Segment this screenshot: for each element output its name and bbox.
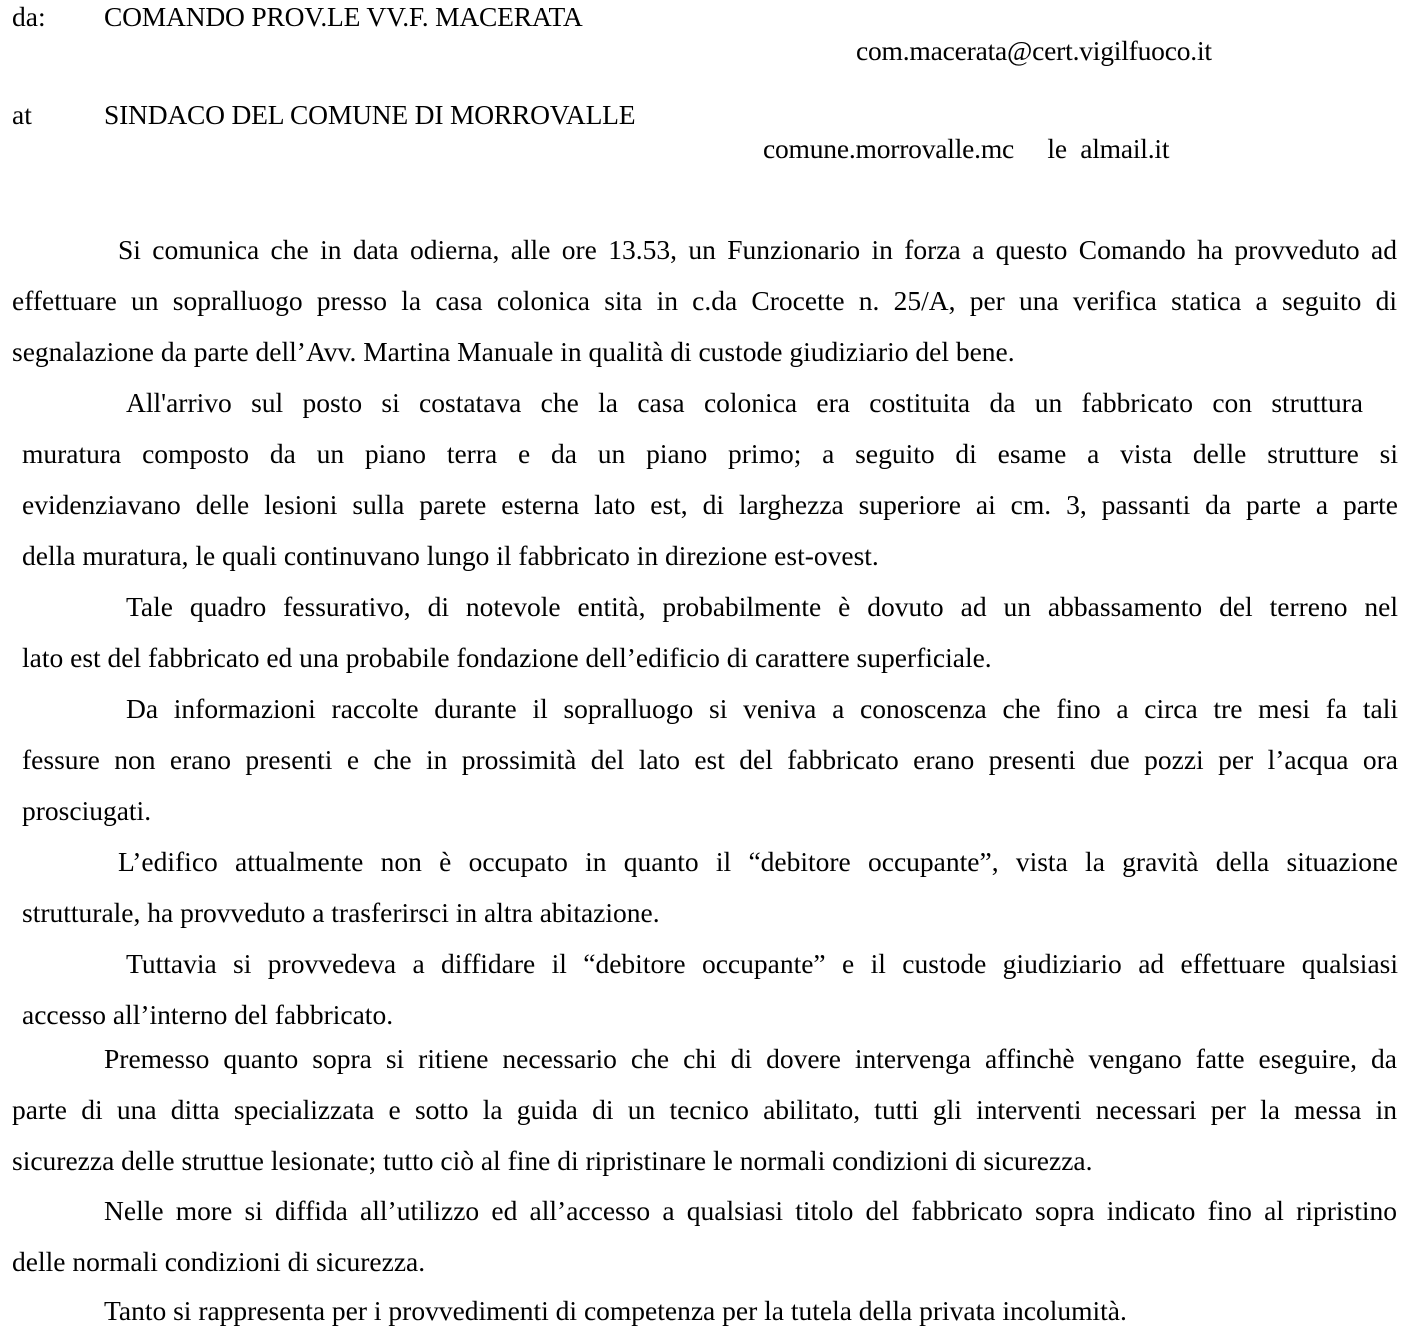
text-line: strutturale, ha provveduto a trasferirsci in altra abitazione. bbox=[22, 897, 660, 928]
text-line: prosciugati. bbox=[22, 795, 152, 826]
text-line: Si comunica che in data odierna, alle ore 13.53, un Funzionario in forza a questo Comando ha provveduto ad bbox=[118, 234, 1397, 265]
text-line: Nelle more si diffida all’utilizzo ed all’accesso a qualsiasi titolo del fabbricato sopra indicato fino al ripristino bbox=[104, 1195, 1397, 1226]
text-line: effettuare un sopralluogo presso la casa colonica sita in c.da Crocette n. 25/A, per una verifica statica a seguito di bbox=[12, 285, 1397, 316]
text-line: sicurezza delle struttue lesionate; tutto ciò al fine di ripristinare le normali condizioni di sicurezza. bbox=[12, 1145, 1093, 1176]
text-line: L’edifico attualmente non è occupato in quanto il “debitore occupante”, vista la gravità della situazione bbox=[118, 846, 1398, 877]
text-line: Tale quadro fessurativo, di notevole entità, probabilmente è dovuto ad un abbassamento del terreno nel bbox=[126, 591, 1398, 622]
text-line: Da informazioni raccolte durante il sopralluogo si veniva a conoscenza che fino a circa tre mesi fa tali bbox=[126, 693, 1398, 724]
text-line: fessure non erano presenti e che in prossimità del lato est del fabbricato erano presenti due pozzi per l’acqua ora bbox=[22, 744, 1398, 775]
text-line: All'arrivo sul posto si costatava che la casa colonica era costituita da un fabbricato con struttura bbox=[126, 387, 1363, 418]
text-line: lato est del fabbricato ed una probabile fondazione dell’edificio di carattere superficiale. bbox=[22, 642, 992, 673]
sender-email: com.macerata@cert.vigilfuoco.it bbox=[856, 35, 1212, 66]
text-line: Tuttavia si provvedeva a diffidare il “debitore occupante” e il custode giudiziario ad effettuare qualsiasi bbox=[126, 948, 1398, 979]
text-line: muratura composto da un piano terra e da un piano primo; a seguito di esame a vista delle strutture si bbox=[22, 438, 1398, 469]
text-line: evidenziavano delle lesioni sulla parete esterna lato est, di larghezza superiore ai cm. 3, passanti da parte a parte bbox=[22, 489, 1398, 520]
text-line: delle normali condizioni di sicurezza. bbox=[12, 1246, 426, 1277]
to-label: at bbox=[12, 99, 32, 130]
from-label: da: bbox=[12, 1, 46, 32]
text-line: segnalazione da parte dell’Avv. Martina Manuale in qualità di custode giudiziario del bene. bbox=[12, 336, 1015, 367]
sender-name: COMANDO PROV.LE VV.F. MACERATA bbox=[104, 1, 583, 32]
text-line: della muratura, le quali continuvano lungo il fabbricato in direzione est-ovest. bbox=[22, 540, 879, 571]
text-line: parte di una ditta specializzata e sotto la guida di un tecnico abilitato, tutti gli interventi necessari per la messa in bbox=[12, 1094, 1397, 1125]
text-line: Premesso quanto sopra si ritiene necessario che chi di dovere intervenga affinchè vengano fatte eseguire, da bbox=[104, 1043, 1397, 1074]
recipient-email: comune.morrovalle.mc le almail.it bbox=[763, 133, 1170, 164]
text-line: accesso all’interno del fabbricato. bbox=[22, 999, 394, 1030]
recipient-name: SINDACO DEL COMUNE DI MORROVALLE bbox=[104, 99, 636, 130]
text-line: Tanto si rappresenta per i provvedimenti di competenza per la tutela della privata incolumità. bbox=[104, 1295, 1127, 1326]
